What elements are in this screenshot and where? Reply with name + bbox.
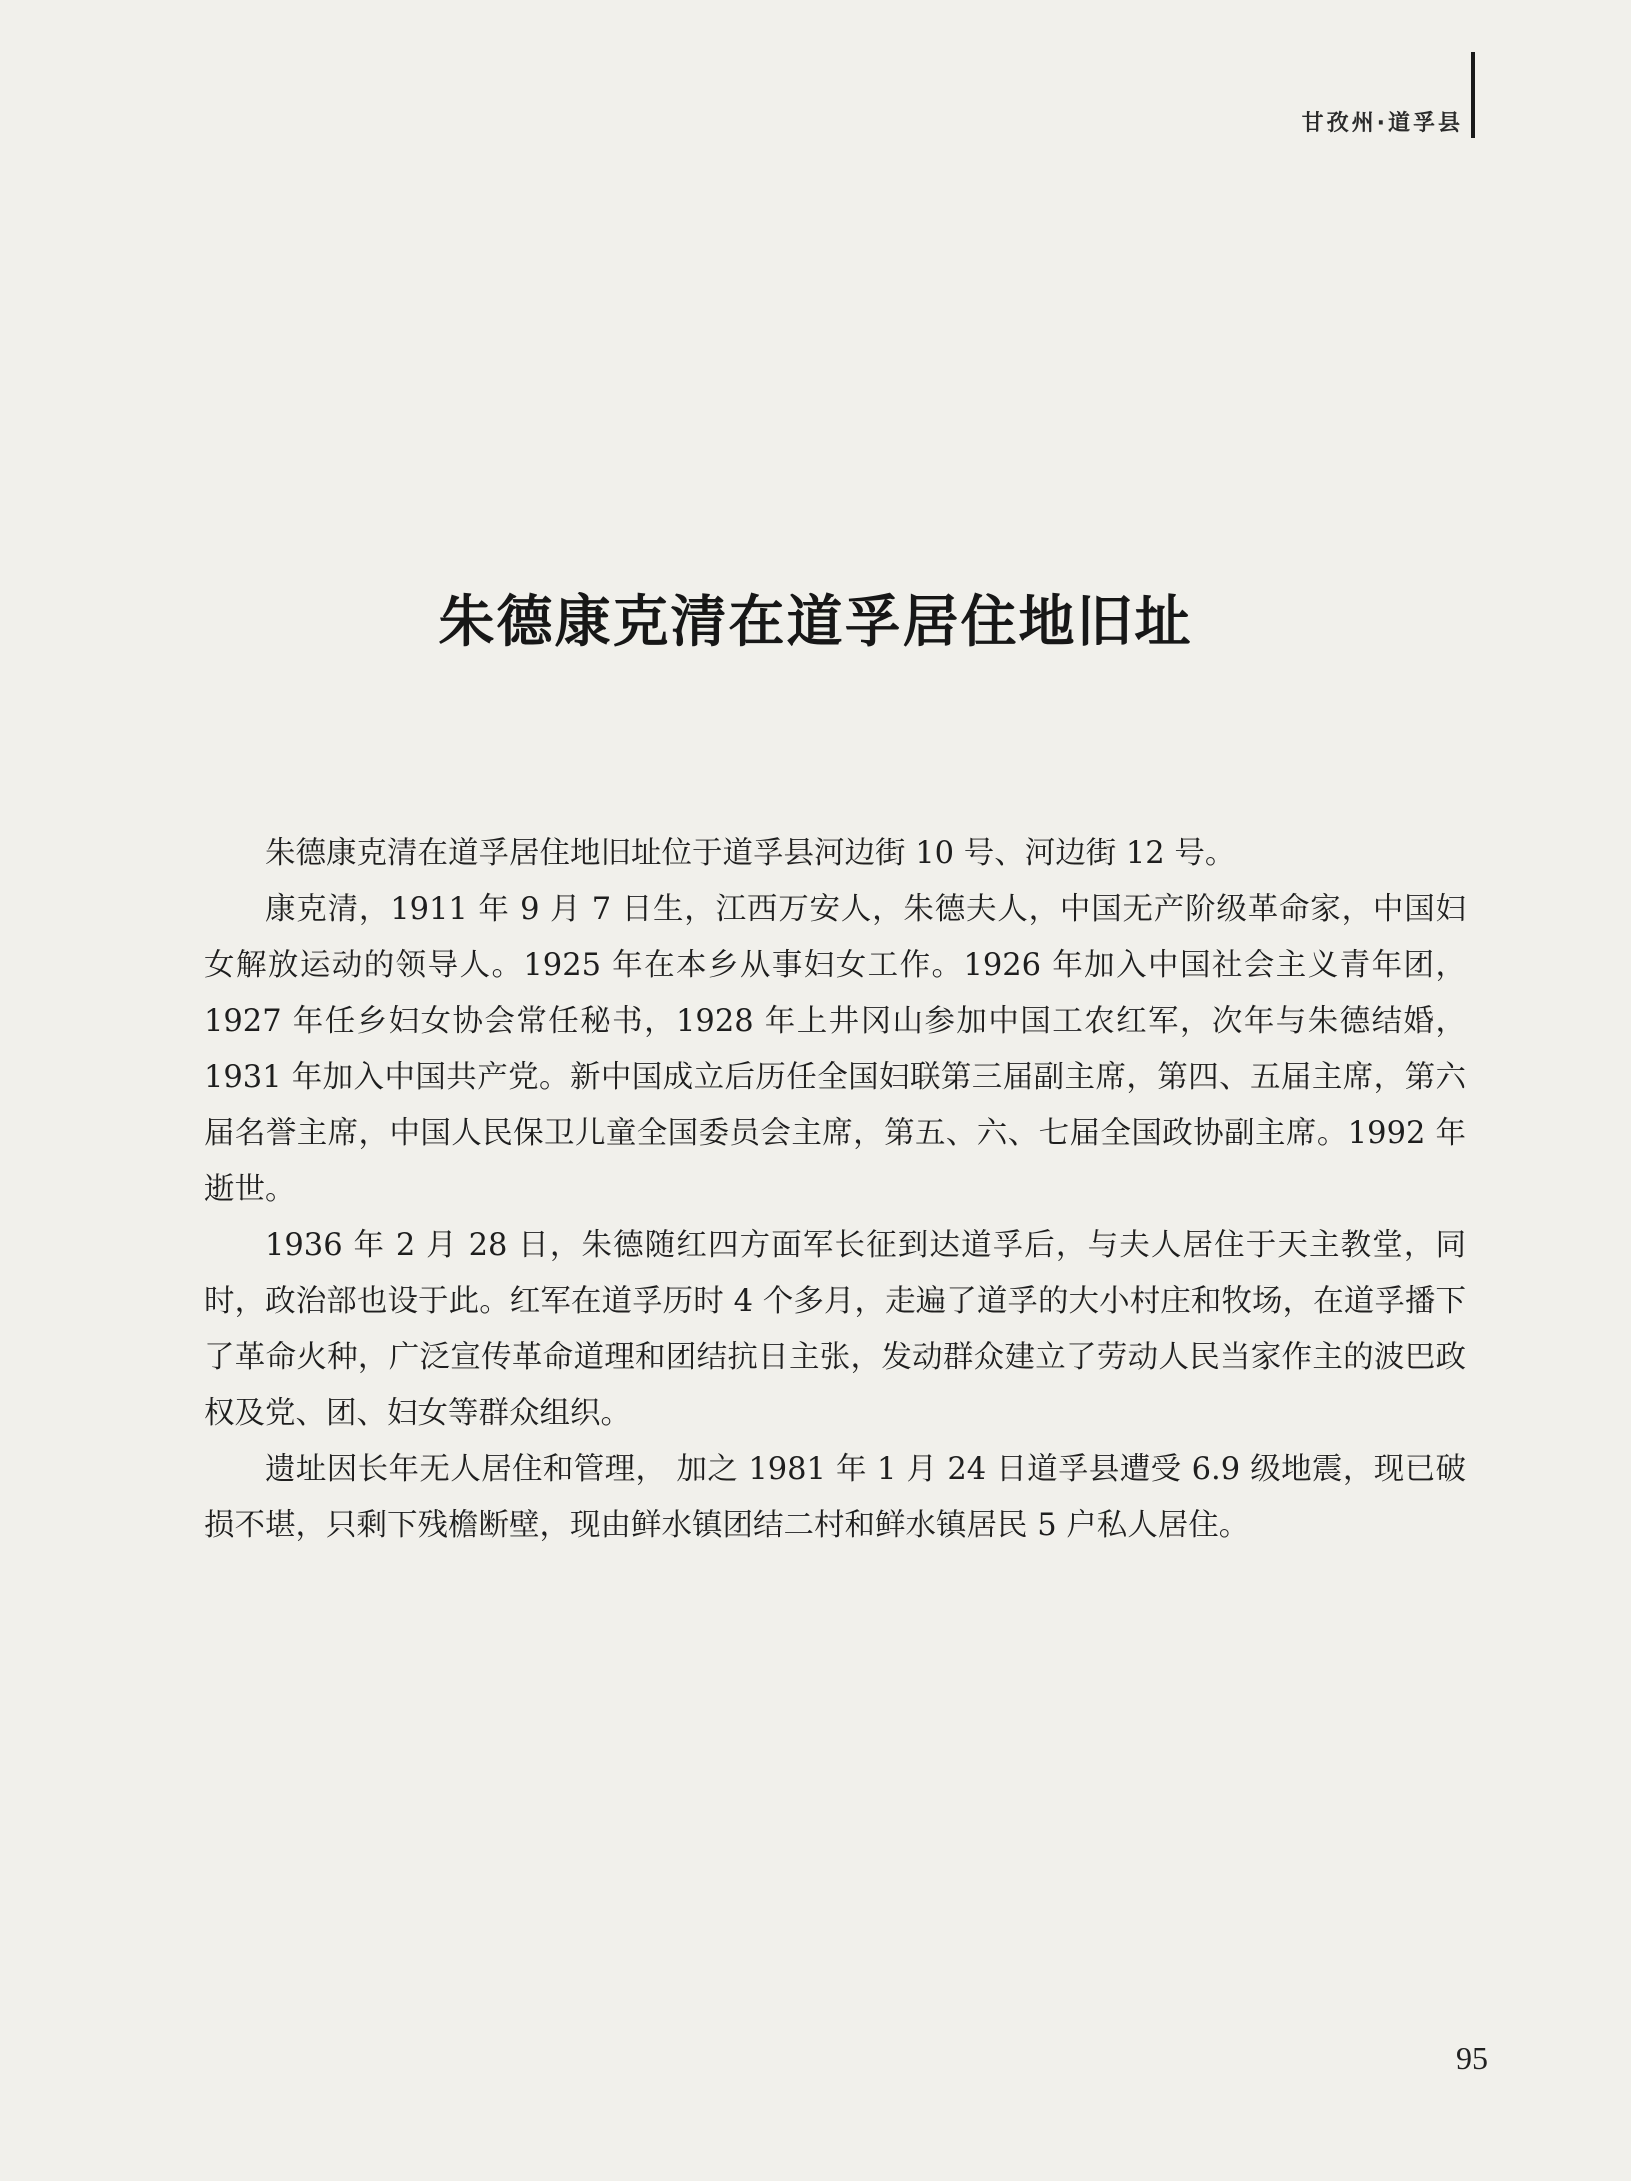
paragraph: 康克清，1911 年 9 月 7 日生，江西万安人，朱德夫人，中国无产阶级革命家，中国妇女解放运动的领导人。1925 年在本乡从事妇女工作。1926 年加入中国社会主义青年团，1927 年任乡妇女协会常任秘书，1928 年上井冈山参加中国工农红军，次年与朱德结婚，1931 年加入中国共产党。新中国成立后历任全国妇联第三届副主席，第四、五届主席，第六届名誉主席，中国人民保卫儿童全国委员会主席，第五、六、七届全国政协副主席。1992 年逝世。 <box>204 892 1466 1207</box>
paragraph: 1936 年 2 月 28 日，朱德随红四方面军长征到达道孚后，与夫人居住于天主教堂，同时，政治部也设于此。红军在道孚历时 4 个多月，走遍了道孚的大小村庄和牧场，在道孚播下了革命火种，广泛宣传革命道理和团结抗日主张，发动群众建立了劳动人民当家作主的波巴政权及党、团、妇女等群众组织。 <box>204 1228 1466 1431</box>
running-header: 甘孜州·道孚县 <box>1301 111 1463 136</box>
paragraph: 朱德康克清在道孚居住地旧址位于道孚县河边街 10 号、河边街 12 号。 <box>265 836 1236 871</box>
page-number: 95 <box>1456 2040 1488 2076</box>
paragraph: 遗址因长年无人居住和管理， 加之 1981 年 1 月 24 日道孚县遭受 6.9 级地震，现已破损不堪，只剩下残檐断壁，现由鲜水镇团结二村和鲜水镇居民 5 户私人居住。 <box>204 1452 1466 1543</box>
header-rule <box>1471 52 1475 138</box>
article-body <box>204 826 1466 1554</box>
article-title: 朱德康克清在道孚居住地旧址 <box>438 589 1193 655</box>
